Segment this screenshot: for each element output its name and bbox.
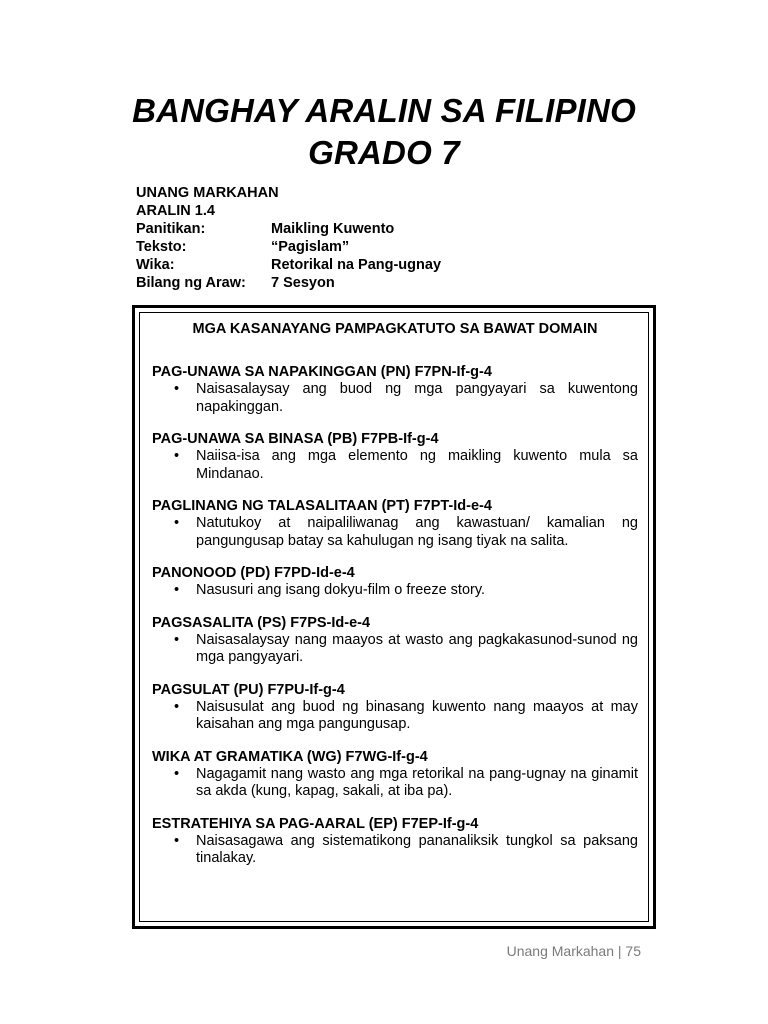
domain-title: ESTRATEHIYA SA PAG-AARAL (EP) F7EP-If-g-4 — [152, 815, 479, 832]
info-label: Teksto: — [136, 239, 187, 255]
domain-title: PAG-UNAWA SA BINASA (PB) F7PB-If-g-4 — [152, 431, 439, 447]
domain-item: • Nasusuri ang isang dokyu-film o freeze story. — [174, 582, 638, 600]
domain-section — [152, 681, 638, 734]
info-row-panitikan — [136, 220, 441, 238]
domain-section — [152, 363, 638, 416]
domain-item: • Naisusulat ang buod ng binasang kuwento nang maayos at may kaisahan ang mga pangungusap. — [174, 699, 638, 734]
domain-item: • Naisasalaysay nang maayos at wasto ang pagkakasunod-sunod ng mga pangyayari. — [174, 632, 638, 667]
domain-section — [152, 748, 638, 801]
info-label: Wika: — [136, 257, 175, 273]
domain-title: PAGLINANG NG TALASALITAAN (PT) F7PT-Id-e-4 — [152, 498, 492, 514]
competencies-box-inner — [139, 312, 649, 922]
lesson-info — [136, 184, 441, 292]
info-value: 7 Sesyon — [271, 275, 335, 291]
info-row-wika — [136, 256, 441, 274]
aralin-label: ARALIN 1.4 — [136, 203, 215, 219]
title-line-1: BANGHAY ARALIN SA FILIPINO — [132, 92, 636, 129]
domain-section — [152, 497, 638, 550]
info-label: Bilang ng Araw: — [136, 275, 246, 291]
domain-title: PANONOOD (PD) F7PD-Id-e-4 — [152, 565, 355, 581]
domain-item: • Naisasalaysay ang buod ng mga pangyayari sa kuwentong napakinggan. — [174, 381, 638, 416]
info-row-teksto — [136, 238, 441, 256]
document-title — [0, 90, 768, 174]
info-label: Panitikan: — [136, 221, 206, 237]
domain-title: PAGSASALITA (PS) F7PS-Id-e-4 — [152, 614, 371, 631]
domain-item: • Naiisa-isa ang mga elemento ng maikling kuwento mula sa Mindanao. — [174, 448, 638, 483]
domain-section — [152, 614, 638, 667]
info-value: Retorikal na Pang-ugnay — [271, 257, 442, 273]
domain-section — [152, 564, 638, 600]
domain-section — [152, 815, 638, 868]
page-footer: Unang Markahan | 75 — [506, 943, 641, 959]
domain-item: • Natutukoy at naipaliliwanag ang kawastuan/ kamalian ng pangungusap batay sa kahulugan ng isang tiyak na salita. — [174, 515, 638, 550]
domain-item: • Nagagamit nang wasto ang mga retorikal na pang-ugnay na ginamit sa akda (kung, kapag, sakali, at iba pa). — [174, 766, 638, 801]
title-line-2: GRADO 7 — [308, 134, 460, 171]
domain-section — [152, 430, 638, 483]
domain-title: WIKA AT GRAMATIKA (WG) F7WG-If-g-4 — [152, 748, 428, 765]
domain-item: • Naisasagawa ang sistematikong pananaliksik tungkol sa paksang tinalakay. — [174, 833, 638, 868]
domain-title: PAGSULAT (PU) F7PU-If-g-4 — [152, 681, 345, 698]
info-value: “Pagislam” — [271, 239, 350, 255]
info-row-bilang — [136, 274, 441, 292]
competencies-box — [132, 305, 656, 929]
markahan-label: UNANG MARKAHAN — [136, 185, 279, 201]
domain-title: PAG-UNAWA SA NAPAKINGGAN (PN) F7PN-If-g-4 — [152, 364, 492, 380]
competencies-heading: MGA KASANAYANG PAMPAGKATUTO SA BAWAT DOMAIN — [192, 321, 598, 337]
info-value: Maikling Kuwento — [271, 221, 395, 237]
